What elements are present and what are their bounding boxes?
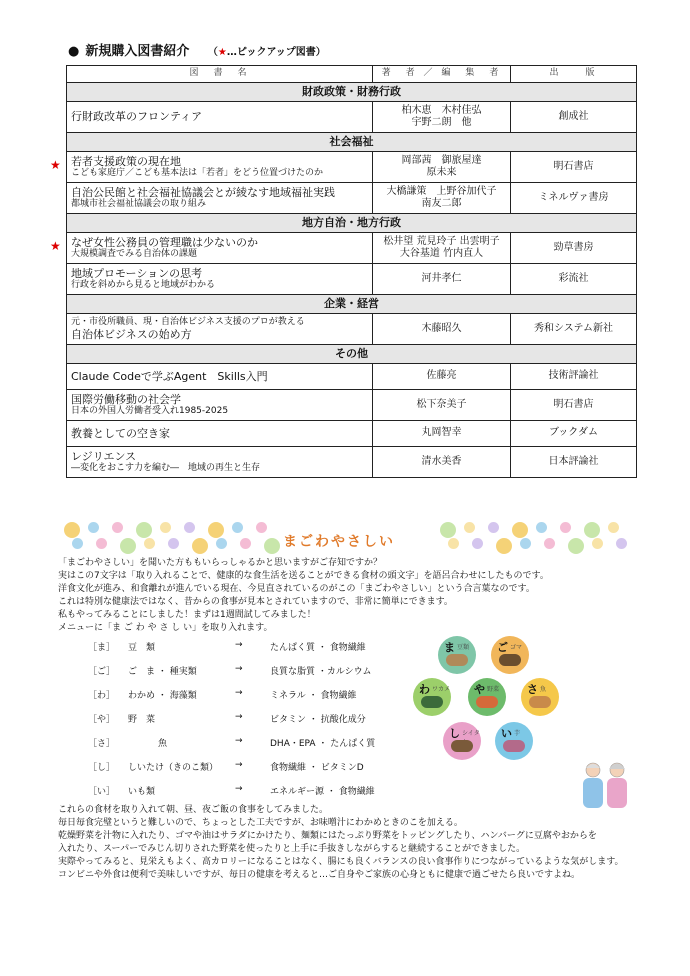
arrow-icon: →: [235, 712, 243, 722]
book-title-cell: [67, 314, 373, 345]
intro-line: メニューに「ま ご わ や さ し い」を取り入れます。: [58, 623, 273, 633]
decor-dot: [472, 538, 483, 549]
food-icon: [503, 740, 525, 752]
pickup-note-text: …ピックアップ図書）: [226, 47, 326, 58]
book-title-cell: [67, 264, 373, 295]
author-line: 佐藤亮: [426, 370, 457, 382]
publisher-cell: 明石書店: [511, 390, 637, 421]
decor-dot: [216, 538, 227, 549]
table-header-row: [67, 66, 637, 83]
publisher-cell: 日本評論社: [511, 447, 637, 478]
circle-letter: い: [501, 727, 512, 740]
decor-dot: [536, 522, 547, 533]
decor-dot: [464, 522, 475, 533]
outro-line: 乾燥野菜を汁物に入れたり、ゴマや油はサラダにかけたり、麺類にはたっぷり野菜をトッピングしたり、ハンバーグに豆腐やおからを: [58, 831, 597, 841]
food-circle: [468, 678, 506, 716]
section-title: まごわやさしい: [283, 534, 395, 550]
author-line: 河井孝仁: [421, 272, 462, 284]
author-cell: [373, 421, 511, 447]
food-circle: [495, 722, 533, 760]
food-icon: [421, 696, 443, 708]
food-name: 豆 類: [128, 643, 156, 653]
food-nutrient: 良質な脂質 ・カルシウム: [270, 667, 372, 677]
food-name: 魚: [158, 739, 168, 749]
book-row: [67, 152, 637, 183]
decor-dot: [496, 538, 512, 554]
circle-letter: し: [449, 727, 460, 740]
header-title: 図 書 名: [67, 66, 373, 83]
circle-label: ワカメ: [432, 686, 451, 693]
author-cell: [373, 152, 511, 183]
arrow-icon: →: [235, 664, 243, 674]
category-name: その他: [67, 345, 637, 364]
food-key: ［わ］: [88, 691, 116, 701]
decor-dot: [560, 522, 571, 533]
author-line: 大橋謙策 上野谷加代子: [386, 185, 497, 197]
decor-dot: [256, 522, 267, 533]
decor-dot: [584, 522, 600, 538]
outro-line: コンビニや外食は便利で美味しいですが、毎日の健康を考えると…ご自身やご家族の心身ともに健康で過ごせたら良いですよね。: [58, 870, 581, 880]
book-title: 自治体ビジネスの始め方: [71, 327, 192, 341]
outro-text: [58, 804, 623, 882]
decor-dot: [264, 538, 280, 554]
book-title: Claude Codeで学ぶAgent Skills入門: [71, 369, 268, 383]
category-name: 地方自治・地方行政: [67, 214, 637, 233]
book-title: 国際労働移動の社会学: [71, 392, 181, 406]
circle-label: ゴマ: [510, 644, 523, 651]
category-row: [67, 83, 637, 102]
category-name: 財政政策・財務行政: [67, 83, 637, 102]
circle-label: 芋: [514, 730, 521, 737]
author-line: 松井望 荒見玲子 出雲明子: [383, 235, 500, 247]
publisher-cell: 技術評論社: [511, 364, 637, 390]
book-row: [67, 102, 637, 133]
food-key: ［や］: [88, 715, 116, 725]
decor-dot: [208, 522, 224, 538]
food-nutrient: ミネラル ・ 食物繊維: [270, 691, 357, 701]
author-cell: [373, 102, 511, 133]
intro-line: 実はこの7文字は「取り入れることで、健康的な食生活を送ることができる食材の頭文字」を語呂合わせにしたものです。: [58, 571, 549, 581]
book-title: レジリエンス: [71, 449, 137, 463]
book-title: なぜ女性公務員の管理職は少ないのか: [71, 235, 258, 249]
category-row: [67, 295, 637, 314]
food-icon: [446, 654, 468, 666]
food-icon: [499, 654, 521, 666]
circle-label: 豆類: [457, 644, 470, 651]
decor-dot: [64, 522, 80, 538]
book-pretitle: 元・市役所職員、現・自治体ビジネス支援のプロが教える: [71, 316, 305, 327]
pickup-note: [208, 47, 326, 58]
author-cell: [373, 183, 511, 214]
book-subtitle: 都城市社会福祉協議会の取り組み: [71, 199, 207, 210]
star-icon: ★: [217, 47, 227, 58]
category-row: [67, 214, 637, 233]
food-icon: [476, 696, 498, 708]
decor-dot: [168, 538, 179, 549]
book-title-cell: [67, 233, 373, 264]
food-circle: [491, 636, 529, 674]
circle-letter: ご: [497, 641, 508, 654]
publisher-cell: 彩流社: [511, 264, 637, 295]
publisher-cell: 明石書店: [511, 152, 637, 183]
book-row: [67, 447, 637, 478]
header-author: 著 者 ／ 編 集 者: [373, 66, 511, 83]
food-key: ［さ］: [88, 739, 116, 749]
category-name: 社会福祉: [67, 133, 637, 152]
circle-letter: さ: [527, 683, 538, 696]
decor-dot: [512, 522, 528, 538]
food-name: 野 菜: [128, 715, 156, 725]
author-cell: [373, 314, 511, 345]
book-subtitle: こども家庭庁／こども基本法は「若者」をどう位置づけたのか: [71, 168, 324, 179]
food-circle: [443, 722, 481, 760]
decor-dot: [488, 522, 499, 533]
author-cell: [373, 390, 511, 421]
decor-dot: [568, 538, 584, 554]
decor-dot: [96, 538, 107, 549]
book-title: 地域プロモーションの思考: [71, 266, 203, 280]
outro-line: 実際やってみると、見栄えもよく、高カロリーになることはなく、腸にも良くバランスの良い食事作りにつながっているような気がします。: [58, 857, 624, 867]
outro-line: 入れたり、スーパーでみじん切りされた野菜を使ったりと上手に手抜きしながらすると継続することができました。: [58, 844, 526, 854]
arrow-icon: →: [235, 688, 243, 698]
circle-label: 魚: [540, 686, 547, 693]
intro-line: 「まごわやさしい」を聞いた方ももいらっしゃるかと思いますがご存知ですか？: [58, 558, 383, 568]
food-name: ご ま ・ 種実類: [128, 667, 197, 677]
book-title: 若者支援政策の現在地: [71, 154, 181, 168]
header-publisher: 出 版: [511, 66, 637, 83]
decor-dot: [136, 522, 152, 538]
decor-dot: [192, 538, 208, 554]
food-nutrient: DHA・EPA ・ たんぱく質: [270, 739, 376, 749]
author-line: 大谷基道 竹内直人: [399, 248, 484, 259]
decor-dot: [240, 538, 251, 549]
decor-dot: [520, 538, 531, 549]
author-cell: [373, 364, 511, 390]
publisher-cell: 秀和システム新社: [511, 314, 637, 345]
publisher-cell: 勁草書房: [511, 233, 637, 264]
pickup-note-open: （: [207, 47, 218, 58]
decor-dot: [160, 522, 171, 533]
intro-line: 洋食文化が進み、和食離れが進んでいる現在、今見直されているのがこの「まごわやさしい」という合言葉なのです。: [58, 584, 535, 594]
book-title-cell: [67, 364, 373, 390]
book-row: [67, 183, 637, 214]
food-name: いも類: [128, 787, 156, 797]
decor-dot: [144, 538, 155, 549]
food-name: しいたけ（きのこ類）: [128, 763, 219, 773]
book-subtitle: 大規模調査でみる自治体の課題: [71, 249, 198, 260]
decor-dot: [184, 522, 195, 533]
publisher-cell: ミネルヴァ書房: [511, 183, 637, 214]
arrow-icon: →: [235, 784, 243, 794]
circle-label: 野菜: [487, 686, 500, 693]
author-line: 南友二郎: [421, 198, 462, 209]
book-row: [67, 364, 637, 390]
author-line: 丸岡智幸: [421, 427, 462, 439]
author-cell: [373, 447, 511, 478]
category-row: [67, 345, 637, 364]
decor-dot: [88, 522, 99, 533]
decor-dot: [72, 538, 83, 549]
author-cell: [373, 233, 511, 264]
circle-letter: や: [474, 683, 485, 696]
book-title-cell: [67, 152, 373, 183]
book-subtitle: 行政を斜めから見ると地域がわかる: [71, 280, 216, 291]
intro-text: [58, 557, 549, 635]
decor-dot: [112, 522, 123, 533]
food-nutrient: エネルギー源 ・ 食物繊維: [270, 787, 375, 797]
decor-dot: [120, 538, 136, 554]
food-icon: [451, 740, 473, 752]
book-title: 行財政改革のフロンティア: [71, 110, 203, 124]
author-line: 木藤昭久: [421, 322, 462, 334]
book-title-cell: [67, 102, 373, 133]
book-row: [67, 390, 637, 421]
author-line: 宇野二朗 他: [411, 117, 472, 128]
book-row: [67, 264, 637, 295]
book-row: [67, 421, 637, 447]
author-line: 松下奈美子: [416, 398, 467, 410]
decor-dot: [608, 522, 619, 533]
circle-letter: ま: [444, 641, 455, 654]
author-line: 清水美香: [421, 455, 462, 467]
food-nutrient: ビタミン ・ 抗酸化成分: [270, 715, 366, 725]
outro-line: 毎日毎食完璧というと難しいので、ちょっとした工夫ですが、お味噌汁にわかめときのこを加える。: [58, 818, 463, 828]
food-key: ［ご］: [88, 667, 116, 677]
book-subtitle: 日本の外国人労働者受入れ1985-2025: [71, 406, 229, 417]
book-title: 自治公民館と社会福祉協議会とが綾なす地域福祉実践: [71, 185, 335, 199]
intro-line: 私もやってみることにしました！まずは1週間試してみました！: [58, 610, 316, 620]
author-cell: [373, 264, 511, 295]
decor-dot: [440, 522, 456, 538]
author-line: 原未来: [426, 167, 457, 178]
category-name: 企業・経営: [67, 295, 637, 314]
book-row: [67, 233, 637, 264]
author-line: 岡部茜 御旅屋達: [401, 154, 482, 166]
book-title-cell: [67, 421, 373, 447]
intro-line: これは特別な健康法ではなく、昔からの食事が見本とされていますので、非常に簡単にできます。: [58, 597, 453, 607]
book-title-cell: [67, 447, 373, 478]
book-title: 教養としての空き家: [71, 426, 170, 440]
book-subtitle: ―変化をおこす力を編む― 地域の再生と生存: [71, 463, 261, 474]
food-circle: [438, 636, 476, 674]
pickup-star-icon: ★: [50, 158, 61, 172]
food-key: ［い］: [88, 787, 116, 797]
food-icon: [529, 696, 551, 708]
book-title-cell: [67, 183, 373, 214]
book-title-cell: [67, 390, 373, 421]
circle-letter: わ: [419, 683, 430, 696]
heading-title: 新規購入図書紹介: [85, 44, 190, 59]
publisher-cell: ブックダム: [511, 421, 637, 447]
decor-dot: [232, 522, 243, 533]
publisher-cell: 創成社: [511, 102, 637, 133]
heading-bullet: ●: [68, 44, 80, 59]
arrow-icon: →: [235, 736, 243, 746]
pickup-star-icon: ★: [50, 239, 61, 253]
book-row: [67, 314, 637, 345]
author-line: 柏木恵 木村佳弘: [401, 104, 482, 116]
circle-label: シイタ: [462, 730, 480, 737]
decor-dot: [448, 538, 459, 549]
arrow-icon: →: [235, 640, 243, 650]
food-name: わかめ ・ 海藻類: [128, 691, 197, 701]
food-nutrient: 食物繊維 ・ ビタミンD: [270, 763, 364, 773]
food-key: ［ま］: [88, 643, 116, 653]
outro-line: これらの食材を取り入れて朝、昼、夜ご飯の食事をしてみました。: [58, 805, 329, 815]
food-circle: [413, 678, 451, 716]
book-table: [66, 65, 637, 478]
food-key: ［し］: [88, 763, 116, 773]
category-row: [67, 133, 637, 152]
arrow-icon: →: [235, 760, 243, 770]
decor-dot: [544, 538, 555, 549]
food-nutrient: たんぱく質 ・ 食物繊維: [270, 643, 366, 653]
food-illustration: [413, 634, 563, 772]
section-heading: [68, 40, 326, 59]
decor-dot: [616, 538, 627, 549]
food-circle: [521, 678, 559, 716]
decor-dot: [592, 538, 603, 549]
